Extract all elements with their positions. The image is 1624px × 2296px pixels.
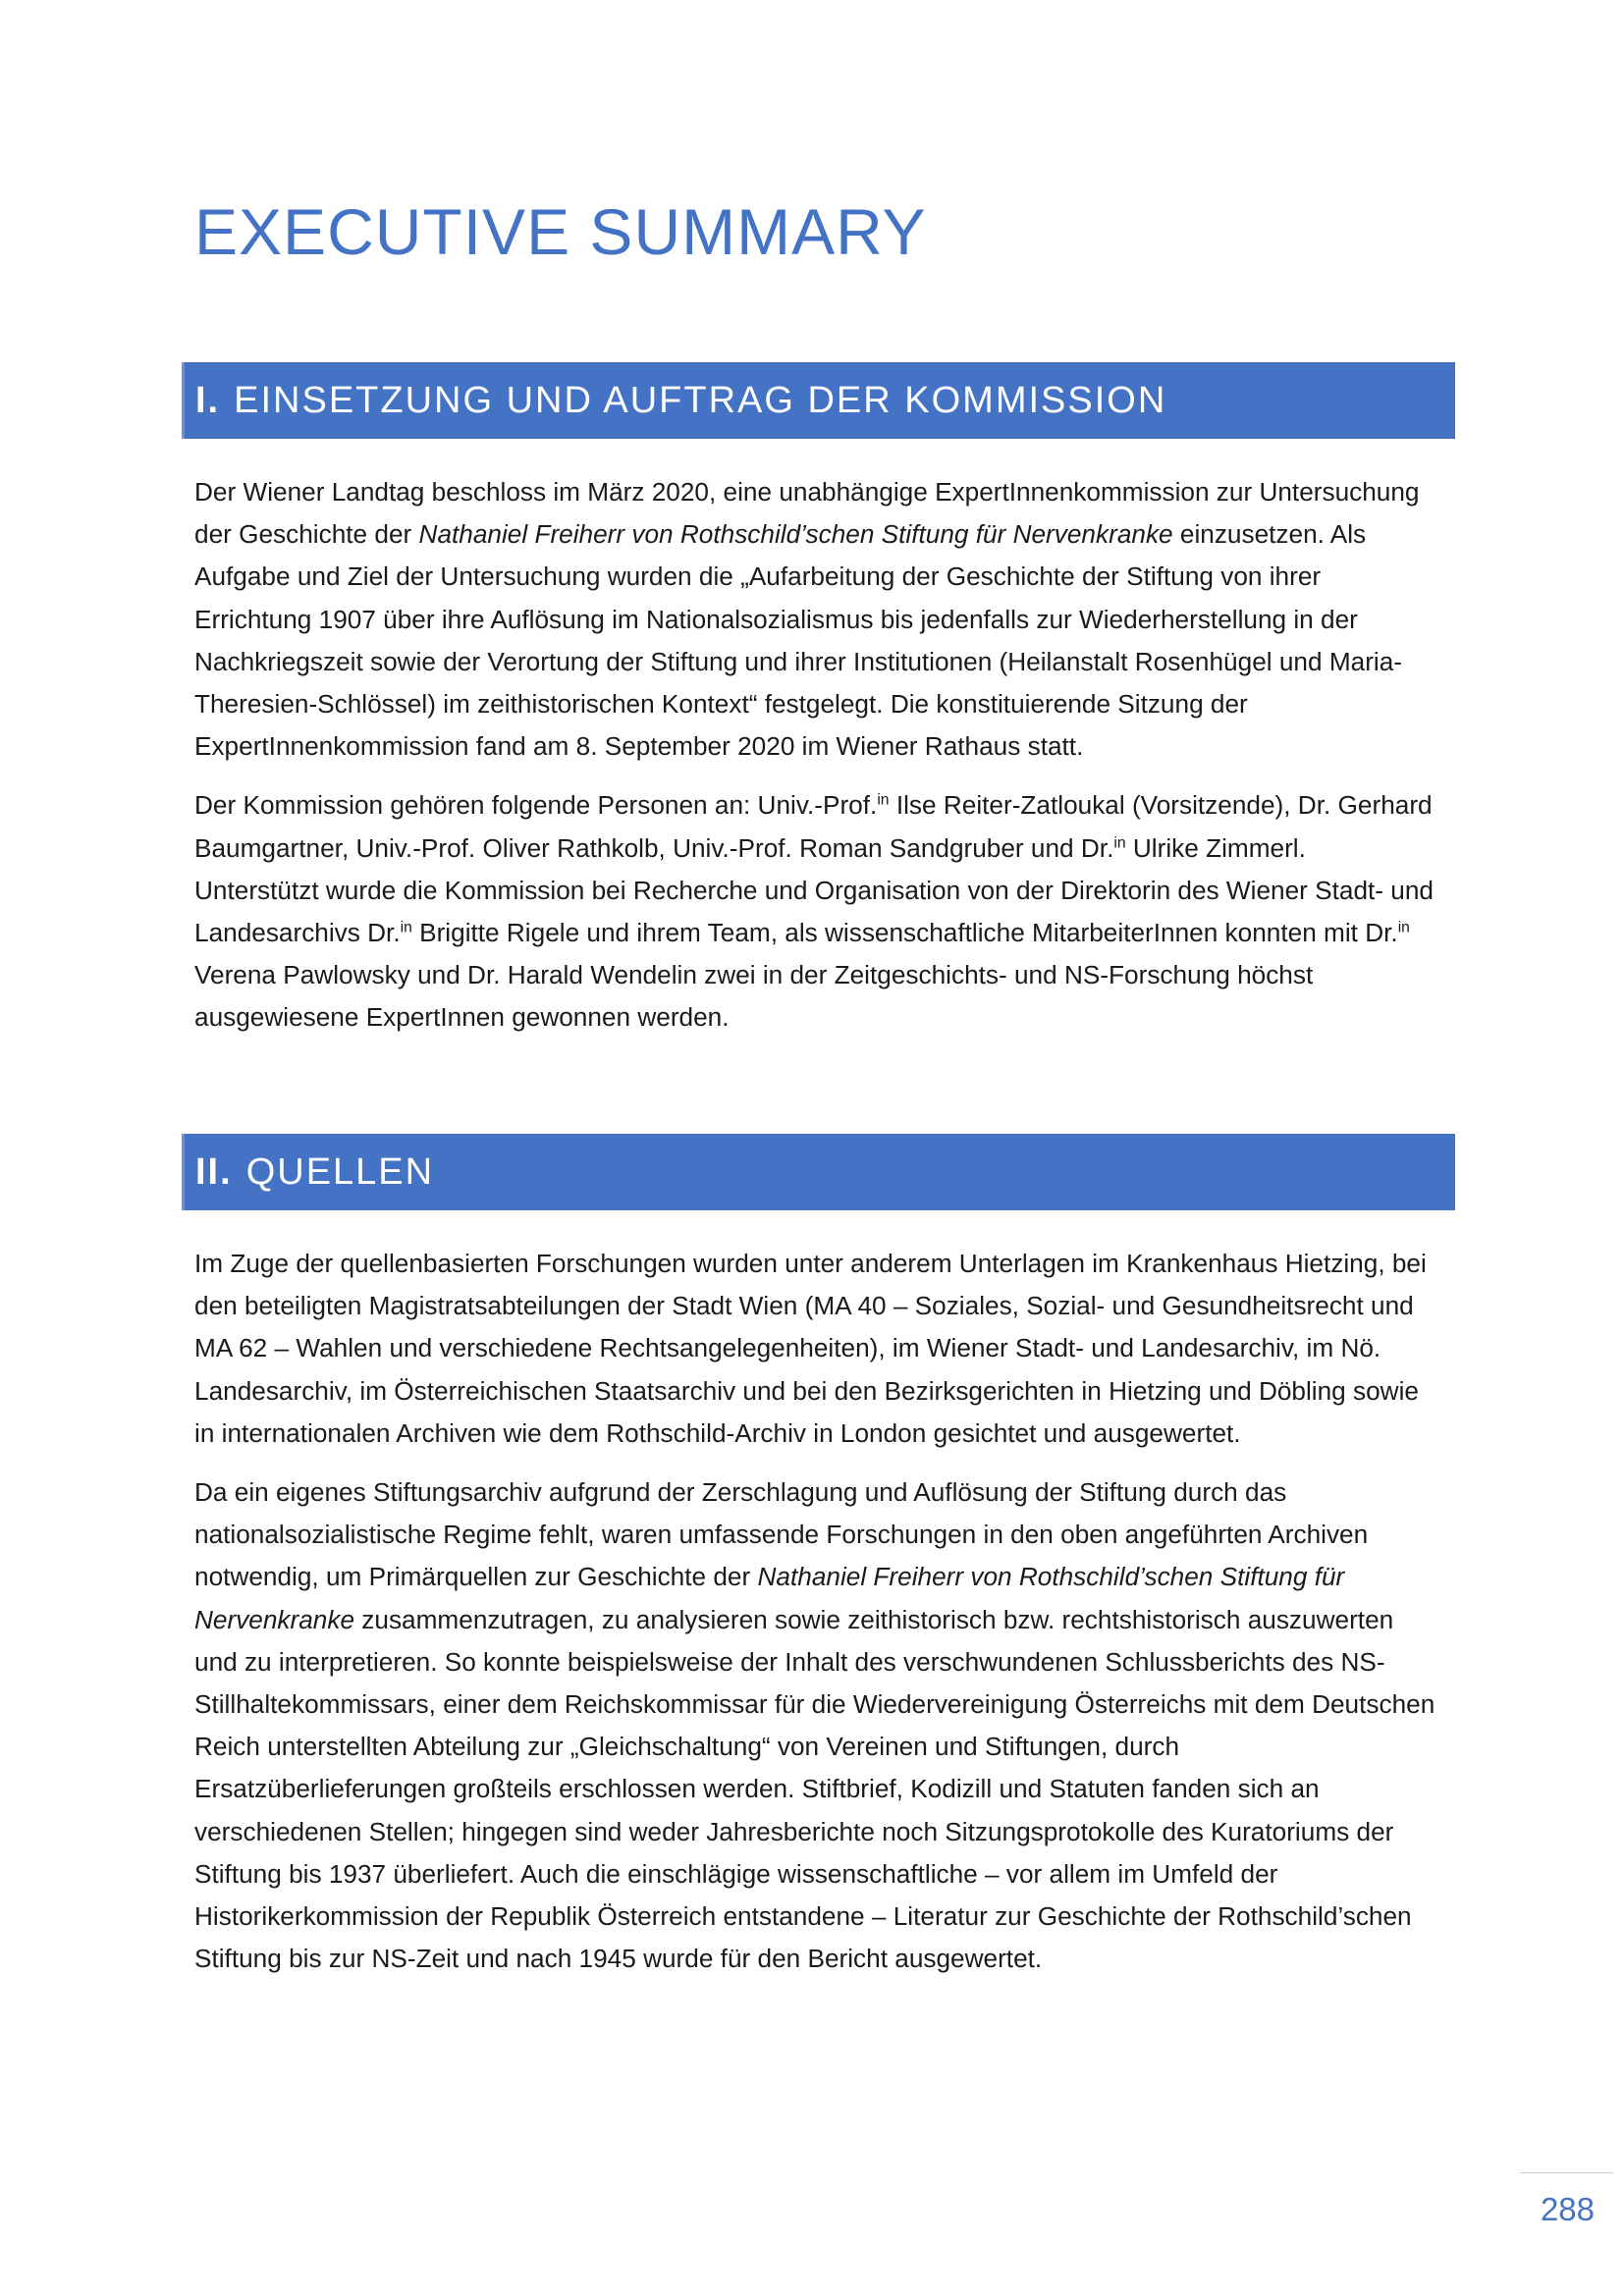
text-run: zusammenzutragen, zu analysieren sowie zeithistorisch bzw. rechtshistorisch auszuwerten und zu interpretieren. So konnte beispielsweise der Inhalt des verschwundenen Schlussberichts des NS-Stillhaltekommissars, einer dem Reichskommissar für die Wiedervereinigung Österreichs mit dem Deutschen Reich unterstellten Abteilung zur „Gleichschaltung“ von Vereinen und Stiftungen, durch Ersatzüberlieferungen großteils erschlossen werden. Stiftbrief, Kodizill und Statuten fanden sich an verschiedenen Stellen; hingegen sind weder Jahresberichte noch Sitzungsprotokolle des Kuratoriums der Stiftung bis 1937 überliefert. Auch die einschlägige wissenschaftliche – vor allem im Umfeld der Historikerkommission der Republik Österreich entstandene – Literatur zur Geschichte der Rothschild’schen Stiftung bis zur NS-Zeit und nach 1945 wurde für den Bericht ausgewertet. (194, 1604, 1435, 1974)
text-run: Ilse Reiter-Zatloukal (Vorsitzende), Dr. Gerhard Baumgartner, Univ.-Prof. Oliver Rathkolb, Univ.-Prof. Roman Sandgruber und Dr. (194, 790, 1433, 863)
section-number: I. (195, 379, 221, 421)
paragraph (194, 1243, 1436, 1455)
text-run: Verena Pawlowsky und Dr. Harald Wendelin zwei in der Zeitgeschichts- und NS-Forschung höchst ausgewiesene ExpertInnen gewonnen werden. (194, 960, 1314, 1033)
text-run: Im Zuge der quellenbasierten Forschungen wurden unter anderem Unterlagen im Krankenhaus Hietzing, bei den beteiligten Magistratsabteilungen der Stadt Wien (MA 40 – Soziales, Sozial- und Gesundheitsrecht und MA 62 – Wahlen und verschiedene Rechtsangelegenheiten), im Wiener Stadt- und Landesarchiv, im Nö. Landesarchiv, im Österreichischen Staatsarchiv und bei den Bezirksgerichten in Hietzing und Döbling sowie in internationalen Archiven wie dem Rothschild-Archiv in London gesichtet und ausgewertet. (194, 1249, 1427, 1448)
text-run: einzusetzen. Als Aufgabe und Ziel der Untersuchung wurden die „Aufarbeitung der Geschichte der Stiftung von ihrer Errichtung 1907 über ihre Auflösung im Nationalsozialismus bis jedenfalls zur Wiederherstellung in der Nachkriegszeit sowie der Verortung der Stiftung und ihrer Institutionen (Heilanstalt Rosenhügel und Maria-Theresien-Schlössel) im zeithistorischen Kontext“ festgelegt. Die konstituierende Sitzung der ExpertInnenkommission fand am 8. September 2020 im Wiener Rathaus statt. (194, 519, 1403, 762)
italic-foundation-name: Nathaniel Freiherr von Rothschild’schen Stiftung für Nervenkranke (418, 519, 1173, 550)
paragraph (194, 471, 1436, 768)
superscript: in (1397, 919, 1410, 936)
superscript: in (400, 919, 412, 936)
text-run: Ulrike Zimmerl. Unterstützt wurde die Kommission bei Recherche und Organisation von der Direktorin des Wiener Stadt- und Landesarchivs Dr. (194, 832, 1434, 948)
paragraph (194, 1471, 1436, 1980)
section-heading-einsetzung (182, 362, 1455, 439)
heading-accent-bar (182, 362, 185, 439)
superscript: in (1113, 833, 1126, 851)
page-number: 288 (1540, 2191, 1595, 2227)
heading-accent-bar (182, 1134, 185, 1210)
section-body-quellen (194, 1243, 1436, 1997)
section-heading-text: EINSETZUNG UND AUFTRAG DER KOMMISSION (234, 379, 1167, 421)
paragraph (194, 784, 1436, 1039)
footer-rule (1520, 2172, 1613, 2173)
text-run: Der Wiener Landtag beschloss im März 2020, eine unabhängige ExpertInnenkommission zur Untersuchung der Geschichte der (194, 477, 1420, 550)
section-body-einsetzung (194, 471, 1436, 1056)
text-run: Der Kommission gehören folgende Personen an: Univ.-Prof. (194, 790, 878, 821)
section-heading-quellen (182, 1134, 1455, 1210)
section-heading-text: QUELLEN (245, 1150, 435, 1193)
text-run: Brigitte Rigele und ihrem Team, als wissenschaftliche MitarbeiterInnen konnten mit Dr. (411, 918, 1398, 948)
section-number: II. (195, 1150, 233, 1193)
italic-foundation-name: Nathaniel Freiherr von Rothschild’schen Stiftung für Nervenkranke (194, 1562, 1345, 1634)
text-run: Da ein eigenes Stiftungsarchiv aufgrund der Zerschlagung und Auflösung der Stiftung durch das nationalsozialistische Regime fehlt, waren umfassende Forschungen in den oben angeführten Archiven notwendig, um Primärquellen zur Geschichte der (194, 1477, 1369, 1592)
superscript: in (877, 791, 890, 809)
page-title: EXECUTIVE SUMMARY (194, 195, 927, 268)
